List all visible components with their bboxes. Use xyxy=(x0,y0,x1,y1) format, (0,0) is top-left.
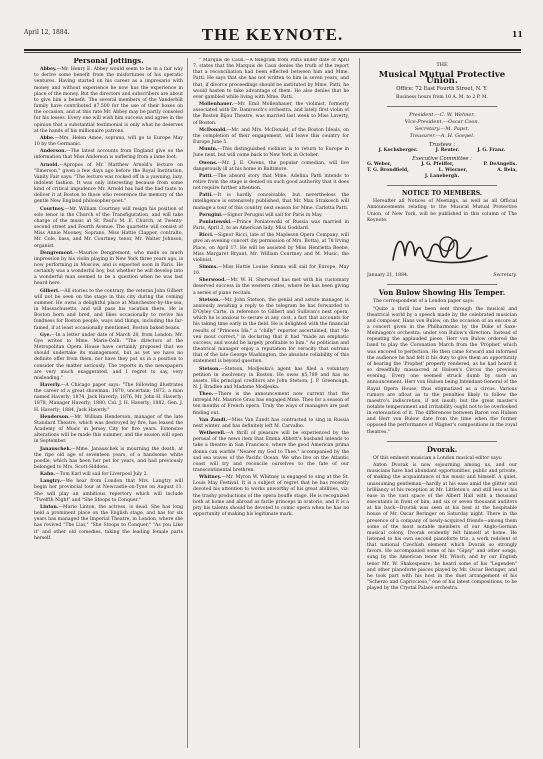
committee-name: J. Lanebergh. xyxy=(424,174,460,180)
paragraph-text: —Mrs. Helen Amee, soprano, will go to Europe May 10 by the Germanic. xyxy=(34,135,183,148)
issue-date: April 12, 1884. xyxy=(24,29,70,36)
paragraph-lede: Henderson. xyxy=(40,414,70,420)
paragraph: Anton Dvorak is now sojourning among us, and our musicians have had abundant opportunities, public and private, of making the acquaintance of his music and himself. A quiet, unassuming gentleman—hardly at his ease amid the glitter and brilliancy of his reception at Mr. Littleton's, and still less at his ease in the vast space of the Albert Hall with a thousand executants in front of him, and six or seven thousand auditors at his back—Dvorak was seen at his best at the hospitable house of Mr. Oscar Beringer on Saturday night. There in the presence of a company of newly-acquired friends—among them some of the most notable members of our Anglo-German musical colony, Dvorak evidently felt himself at home. He listened to his own second pianoforte trio, a work redolent of that national Czechish element which Dvorak so strongly favors. He accompanied some of his "Gipsy" and other songs, sung by the American tenor Mr. Winch, and by our English tenor Mr. W. Shakespeare; he heard some of his "Legenden" and other pianoforte pieces played by Mr. Oscar Beringer, and he took part with his host in the duet arrangement of his "Scherzo and Capriccioso," one of his latest compositions, to be played by the Crystal Palace orchestra. xyxy=(367,463,517,592)
paragraph-lede: Patti. xyxy=(199,193,213,199)
paragraph xyxy=(193,431,349,474)
trustees-label: Trustees : xyxy=(428,141,456,148)
paragraph xyxy=(34,149,183,161)
paragraph xyxy=(193,265,349,277)
column-divider xyxy=(359,58,360,748)
paragraph xyxy=(193,220,349,232)
paragraph-lede: Anderson. xyxy=(40,149,67,155)
paragraph-lede: Munin. xyxy=(199,147,218,153)
paragraph-lede: Theo. xyxy=(199,392,214,398)
column-divider xyxy=(187,58,188,748)
box-article: THE xyxy=(436,62,448,68)
trustees-list xyxy=(367,148,517,154)
union-hours: Business hours from 10 A. M. to 2 P. M. xyxy=(395,94,489,100)
paragraph-text: —The latest accounts from England give us the information that Miss Anderson is suffering from a lame foot. xyxy=(34,149,183,161)
section-heading: Personal Jottings. xyxy=(73,58,144,65)
paragraph xyxy=(34,67,183,135)
notice-role: Secretary. xyxy=(493,273,517,279)
officer-secretary: Secretary.—M. Papst. xyxy=(414,125,470,132)
officer-vice-president: Vice-President.—Oscar Coon. xyxy=(404,118,480,125)
paragraph xyxy=(193,418,349,430)
paragraph xyxy=(193,298,349,366)
paragraph-text: —A thrill of pleasure will be experienced by the perusal of the news item that Emma Abbott's husband intends to take a theatre in San Francisco, where the good American prima donna can warble "Nearer my God to Thee," accompanied by the sad sea waves of the Pacific Ocean. We who live on the Atlantic coast will try and reconcile ourselves to the fate of our transcontinental brethren. xyxy=(193,431,349,473)
paragraph xyxy=(193,213,349,219)
paragraph-lede: Ricci. xyxy=(199,233,214,239)
article-body xyxy=(34,67,183,542)
article-heading-von-bulow: Von Bulow Showing His Temper. xyxy=(378,288,506,298)
publication-title: THE KEYNOTE. xyxy=(201,25,344,44)
paragraph-lede: Haverly. xyxy=(40,382,61,388)
paragraph-lede: Owens. xyxy=(199,160,218,166)
paragraph xyxy=(193,102,349,127)
paragraph-text: —Mr. and Mrs. McDonald, of the Boston Ideals, on the completion of their engagement, will leave this country for Europe June 5. xyxy=(193,127,349,146)
paragraph: Of this eminent musician a London musical editor says: xyxy=(373,455,503,461)
paragraph xyxy=(34,251,183,288)
article-heading-dvorak: Dvorak. xyxy=(426,444,458,454)
paragraph-text: —Apropos of Mr. Matthew Arnold's lecture on "Emerson," given a few days ago before the Royal Institution, Vanity Fair says: "The lecture was rocked off in a yawning, lazy, indolent fashion. It was only interesting because from some kind of critical impudence Mr. Arnold has had the bad taste to deliver it at Boston to those who reverence the memory of the gentle New England philosopher-poet." xyxy=(34,162,183,205)
officer-treasurer: Treasurer.—A. H. Goepel. xyxy=(409,132,475,139)
paragraph xyxy=(193,367,349,392)
paragraph-text: —Tom Karl will sail for Liverpool July 2. xyxy=(55,472,148,478)
paragraph xyxy=(34,333,183,382)
page-number: 11 xyxy=(511,29,523,39)
paragraph-lede: Abbe. xyxy=(40,135,55,141)
paragraph-text: —Prince Poniatowski of Russia was married in Paris, April 3, to an American lady, Miss Goddard. xyxy=(193,219,349,232)
notice-heading: NOTICE TO MEMBERS. xyxy=(402,190,482,198)
paragraph-text: —Mr. Myron W. Whitney is engaged to sing at the St. Louis May Festival. It is a subject of regret that he has recently devoted his attention to works unworthy of his great abilities, viz: the trashy productions of the opera bouffe stage. He is recognized both at home and abroad as facile princeps in oratorio, and it is a pity his talents should be devoted to comic opera when he has no opportunity of making his legitimate mark. xyxy=(193,475,349,518)
article-body xyxy=(193,58,349,518)
trustee-name: J. G. Franz. xyxy=(477,147,506,153)
paragraph-text: —Stetson, Modjeska's agent has filed a voluntary petition in insolvency in Boston. He owes $5,789 and has no assets. His principal creditors are John Stetson, J. P. Greenough, N. J. Bradlee and Madame Modjeska. xyxy=(193,366,349,390)
paragraph xyxy=(34,505,183,542)
paragraph-text: —Mr. William Courtney will resign his position of solo tenor in the Church of the Transfiguration, and will take charge of the music at St. Paul's M. E. Church, at Twenty-second street and Fourth Avenue. The quartette will consist of Miss Annie Mooney, Soprano, Miss Hattie Clapper, contralto, Mr. Cole, bass, and Mr. Courtney, tenor, Mr. Walter Johnson, organist. xyxy=(34,206,183,249)
article-body xyxy=(367,299,517,435)
paragraph-lede: Patti. xyxy=(199,173,213,179)
paragraph-text: —All stories to the contrary, the veteran John Gilbert will not be seen on the stage in this city during the coming summer. He owns a delightful place at Manchester-by-the-sea, in Massachusetts, and will pass his vacation there. He is Boston born and bred, and likes occasionally to revive his fondness for Boston people, ways and things, including the far-famed, if at least occasionally mentioned, Boston baked beans. xyxy=(34,288,183,331)
paragraph-text: —Maurice Dengremont, who made so much impression by his violin playing in New York three years ago, is now performing in Moscow, and is expected soon in Paris. He certainly was a wonderful boy, but whether he will develop into a wonderful man seemed to be a question when he was last heard here. xyxy=(34,250,183,287)
paragraph xyxy=(193,278,349,296)
paragraph-lede: Langtry. xyxy=(40,479,62,485)
paragraph-text: —The absurd story that Mme. Adelina Patti intends to retire from the stage is denied on such good authority that it does not require further attention. xyxy=(193,173,349,192)
union-notice-box xyxy=(367,62,517,285)
paragraph-lede: Sherwood. xyxy=(199,278,226,284)
paragraph-lede: Van Zandt. xyxy=(199,417,228,423)
paragraph xyxy=(193,233,349,264)
paragraph xyxy=(34,289,183,332)
paragraph-text: —Signor Ricci, late of the Mapleson Opera Company, will give an evening concert (by permission of Mrs. Botta), at 78 Irving Place, on April 17. He will be assisted by Miss Henrietta Beebe, Miss Margaret Bryant, Mr. William Courtney and M. Music, the violinist. xyxy=(193,233,349,263)
notice-footer xyxy=(367,273,517,279)
committee-name: J. G. Pfeiffer, xyxy=(421,162,454,168)
paragraph xyxy=(34,479,183,504)
paragraph xyxy=(193,147,349,159)
paragraph-text: " Marquis de Caux.—A telegram from Paris under date of April 7, states that the Marquis de Caux denies the truth of the report that a reconciliation had been effected between him and Mme. Patti. He says that she has not written to him in seven years, and that, if divorce proceedings should be instituted by Mme. Patti, he would hasten to take advantage of them. He also denies that he ever gambled while living with Mme. Patti. xyxy=(193,58,349,100)
paragraph xyxy=(34,447,183,472)
paragraph xyxy=(193,193,349,211)
committee-label: Executive Committee : xyxy=(412,155,472,162)
paragraph-text: —Mr. Emil Mollenhauer, the violinist, formerly associated with Dr. Damrosch's orchestra, and lately first violin of the Boston Bijou Theatre, was married last week to Miss Laverty, of Boston. xyxy=(193,102,349,126)
paragraph xyxy=(193,58,349,101)
paragraph-text: —There is the announcement now current that the intrepid Mr. Maurice Grau has engaged Mme. Theo for a season of ten months of French opera. Truly the ways of managers are past finding out. xyxy=(193,392,349,416)
paragraph-text: —Mr. John Stetson, the genial and astute manager, is anxiously awaiting a reply to the telegram he has forwarded to D'Oyley Carte, in reference to Gilbert and Sullivan's next opera, which he is anxious to secure at any cost, a fact that accounts for his taking time early in the field. He is delighted with the financial results of "Princess Ida," a "chilly" reporter ascertained, that "de ven mout correct," in declaring that it had "made an emphatic success, and would be largely profitable to him." As politician and theatrical manager enjoy a reputation for veracity that outruns that of the late George Washington, the absolute reliability of this statement is beyond question. xyxy=(193,297,349,365)
committee-name: P. DeAngelis. xyxy=(483,162,517,168)
paragraph xyxy=(34,383,183,414)
paragraph-lede: Linton. xyxy=(40,504,59,510)
paragraph-text: —Mr. William Henderson, manager of the late Standard Theatre, which was destroyed by fire, has leased the Academy of Music in Jersey City for five years. Extensive alterations will be made this summer, and the season will open in September. xyxy=(34,414,183,445)
paragraph-lede: Janauschek. xyxy=(40,446,72,452)
officer-president: President.—C. W. Wehner. xyxy=(409,111,475,118)
paragraph-text: —We hear from London that Mrs. Langtry will begin her provincial tour at Newcastle-on-Tyne on August 11. She will play an ambitious repertory which will include "Twelfth Night" and "She Stoops to Conquer." xyxy=(34,479,183,503)
union-title: Musical Mutual Protective Union. xyxy=(378,70,506,87)
paragraph-lede: Gilbert. xyxy=(40,288,60,294)
paragraph-lede: Gye. xyxy=(40,332,52,338)
committee-name: L. Wierner, xyxy=(438,168,468,174)
notice-date: January 21, 1884. xyxy=(367,273,409,279)
paragraph xyxy=(193,475,349,518)
divider xyxy=(387,441,497,442)
paragraph-text: —Mr. Henry E. Abbey would seem to be in a fair way to derive some benefit from the misfortunes of his operatic ventures. Having started on his career as a impresario with money and without experience he now has the experience in place of the money. But the directors and subscribers are about to give him a benefit. The several members of the Vanderbilt family have contributed $7,500 for the use of their boxes on the occasion, and at this rate Mr. Abbey may be partly consoled for his losses. Every one will wish him success and agree in the opinion that a substantial testimonial is only what he deserves at the hands of his millionaire patrons. xyxy=(34,67,183,134)
trustee-name: J. Reuter. xyxy=(435,147,460,153)
paragraph-text: —Miss Hattie Louise Simms will sail for Europe, May 10. xyxy=(193,265,349,277)
committee-row xyxy=(367,174,517,180)
paragraph-lede: Poniatowski. xyxy=(199,219,232,225)
paragraph-lede: Mollenhauer. xyxy=(199,102,234,108)
paragraph-lede: Dengremont. xyxy=(40,250,74,256)
paragraph-text: —It is hardly conceivable, but nevertheless the intelligence is extensively published, that Mr. Max Strakosch will manage a tour of this country next season for Mme. Carlotta Patti. xyxy=(193,193,349,211)
paragraph-lede: Perugini. xyxy=(199,212,223,218)
committee-name: T. G. Brondfield, xyxy=(367,168,409,174)
signature-image xyxy=(387,230,497,268)
masthead xyxy=(10,4,535,44)
paragraph-lede: Courtney. xyxy=(40,206,65,212)
paragraph: "Quite a thrill has been sent through the musical and theatrical world by a speech made by the celebrated musician and composer, Hans von Bulow, on the occasion of an encore at a concert given in the Philharmonic by the Duke of Saxe-Meiningen's orchestra, under von Bulow's direction. Instead of repeating the applauded piece, Herr von Bulow ordered the band to play the Coronation March from the 'Prophet' which was encored to perfection. He then came forward and informed the audience he had felt it his duty to give them an opportunity of hearing the 'Prophet' properly rendered, as he had heard it so dreadfully massacred at Hulsen's Circus the previous evening. Every one seemed struck dumb by such an announcement. Herr von Hulsen being Intendant-General of the Royal Opera House, thus stigmatized as a circus. Various rumors are afloat as to the penalties likely to follow the maestro's indiscretion, if not insult; but the great master's notable temperament and irritability ought not to be overlooked in extenuation of it. The differences between Baron von Hulsen and Herr von Bulow date from the time when the former opposed the performance of Wagner's compositions in the royal theatres." xyxy=(367,306,517,435)
paragraph-text: —Mr. J. E. Owens, the popular comedian, will live dangerously ill at his home in Baltimore. xyxy=(193,160,349,172)
paragraph-lede: Arnold. xyxy=(40,162,59,168)
paragraph xyxy=(34,415,183,446)
paragraph-lede: Simms. xyxy=(199,265,218,270)
paragraph-lede: McDonald. xyxy=(199,127,227,133)
paragraph-lede: Stetson. xyxy=(199,297,221,303)
notice-text: Hereafter all Notices of Meetings, as well as all Official Announcements relating to the Musical Mutual Protective Union, of New York, will be published in this column of The Keynote. xyxy=(367,199,517,223)
divider xyxy=(387,106,497,107)
column-personal-jottings xyxy=(34,58,183,543)
paragraph xyxy=(193,174,349,192)
divider xyxy=(387,284,497,285)
column-personal-jottings-continued xyxy=(193,58,349,519)
paragraph xyxy=(34,163,183,206)
union-office: Office: 72 East Fourth Street, N. Y. xyxy=(396,86,488,93)
paragraph-text: —Signor Perugini will sail for Paris in May. xyxy=(222,212,323,218)
article-body xyxy=(367,456,517,592)
masthead-rule xyxy=(24,49,521,51)
paragraph-text: —Mr. W. H. Sherwood has met with his customary deserved success in the western cities, where he has been giving a series of piano recitals. xyxy=(193,278,349,296)
paragraph-text: —In a letter under date of March 28, from London, Mr. Gye writes to Mme. Marie-Colli: "The directors of the Metropolitan Opera House have certainly proposed that we should undertake its management, but as yet we have no definite offer from them, nor have they put us in a position to consider the matter seriously. The reports in the newspapers are very much exaggerated, and I regret to say, very misleading." xyxy=(34,332,183,381)
paragraph-lede: Wetherell. xyxy=(199,431,226,437)
masthead-rule-thin xyxy=(24,52,521,53)
paragraph xyxy=(34,472,183,478)
paragraph xyxy=(193,128,349,146)
trustee-name: J. Kochsberger. xyxy=(378,147,418,153)
paragraph-text: —Mme. Janauschek is mourning the death, at the ripe old age of seventeen years, of a handsome white poodle, which has been her pet for years, and had previously belonged to Mrs. Scott-Siddons. xyxy=(34,446,183,470)
paragraph-lede: Kahn. xyxy=(40,472,56,478)
paragraph-lede: Stetson. xyxy=(199,366,221,372)
column-union-and-news xyxy=(367,58,517,593)
committee-name: G. Weber, xyxy=(367,162,392,168)
paragraph-text: —Marie Linton, the actress, is dead. She has long held a prominent place on the English stage, and has for six years has managed the Imperial Theatre, in London, where she has revived "The Liar," "She Stoops to Conquer," "As you Like it" and other old comedies, taking the leading female parts herself. xyxy=(34,504,183,541)
paragraph-text: —This distinguished violinist is to return to Europe in June next, but will come back to New York in October. xyxy=(193,147,349,159)
paragraph-lede: Whitney. xyxy=(199,475,222,481)
paragraph-lede: Abbey. xyxy=(40,67,57,73)
paragraph xyxy=(193,161,349,173)
paragraph xyxy=(34,136,183,148)
divider xyxy=(387,185,497,186)
committee-name: A. Bela, xyxy=(497,168,517,174)
paragraph-text: —A Chicago paper says: "The following illustrates the career of a great showman: 1870, uncertain; 1872, a man named Haverly; 1874, Jack Haverly; 1876, Mr. John H. Haverly; 1878, Manager Haverly; 1880, Col. J. H. Haverly; 1882, Gen. J. H. Haverly; 1884, Jack Haverly." xyxy=(34,382,183,413)
paragraph-text: —Miss Van Zandt has contracted to sing in Russia next winter, and has definitely left M. Carvalho. xyxy=(193,417,349,429)
paragraph xyxy=(193,392,349,417)
paragraph: The correspondent of a London paper says: xyxy=(373,299,475,305)
paragraph xyxy=(34,207,183,250)
